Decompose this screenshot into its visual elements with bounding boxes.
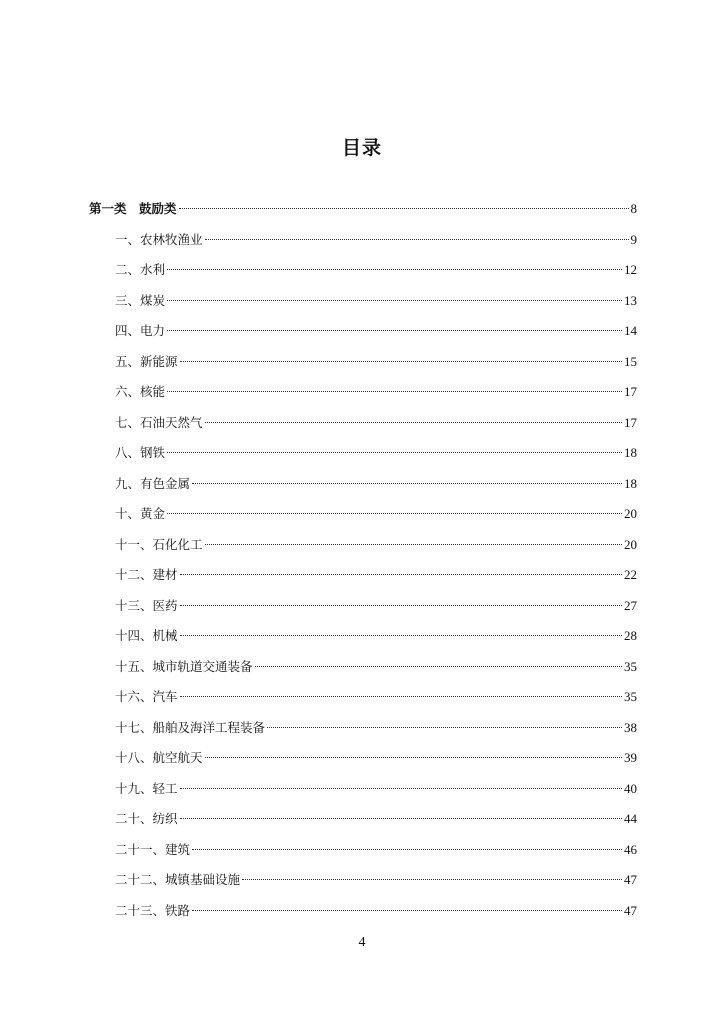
toc-dot-leader [167, 391, 622, 392]
toc-entry[interactable] [115, 413, 637, 433]
toc-entry[interactable] [115, 565, 637, 585]
toc-entry-label: 二十二、城镇基础设施 [115, 872, 241, 887]
toc-dot-leader [180, 605, 622, 606]
toc-entry-label: 五、新能源 [115, 353, 178, 369]
toc-entry[interactable] [115, 718, 637, 738]
toc-entry[interactable] [115, 626, 637, 646]
toc-entry-label: 九、有色金属 [115, 475, 191, 491]
toc-dot-leader [180, 788, 622, 789]
toc-dot-leader [255, 666, 622, 667]
toc-dot-leader [167, 269, 622, 270]
toc-entry-page: 46 [624, 841, 637, 857]
toc-entry-page: 13 [624, 292, 637, 308]
toc-entry-label: 十七、船舶及海洋工程装备 [115, 719, 266, 735]
toc-entry[interactable] [115, 809, 637, 829]
toc-entry-label: 二十一、建筑 [115, 841, 191, 857]
toc-dot-leader [192, 910, 622, 911]
toc-entry[interactable] [115, 382, 637, 402]
toc-entry-label: 第一类 鼓励类 [89, 201, 177, 216]
toc-entry-page: 28 [624, 628, 637, 643]
toc-entry[interactable] [115, 535, 637, 555]
toc-entry-page: 9 [630, 231, 637, 247]
toc-entry-page: 8 [630, 201, 637, 216]
toc-entry-label: 二十、纺织 [115, 811, 178, 826]
toc-dot-leader [205, 544, 622, 545]
toc-entry-page: 47 [624, 872, 637, 887]
toc-entry-page: 35 [624, 658, 637, 674]
toc-entry-page: 18 [624, 475, 637, 491]
toc-entry[interactable] [115, 901, 637, 921]
toc-entry[interactable] [115, 870, 637, 890]
toc-dot-leader [180, 818, 622, 819]
toc-entry-label: 十六、汽车 [115, 689, 178, 704]
toc-dot-leader [167, 513, 622, 514]
toc-dot-leader [267, 727, 622, 728]
toc-entry-label: 七、石油天然气 [115, 414, 203, 430]
toc-dot-leader [179, 208, 629, 209]
toc-dot-leader [180, 361, 622, 362]
toc-entry-section[interactable] [89, 199, 637, 219]
toc-entry-label: 二十三、铁路 [115, 902, 191, 918]
toc-entry-page: 22 [624, 567, 637, 582]
toc-entry-page: 15 [624, 353, 637, 369]
toc-entry-page: 38 [624, 719, 637, 735]
toc-entry-label: 六、核能 [115, 384, 166, 399]
toc-entry-page: 17 [624, 414, 637, 430]
toc-dot-leader [167, 452, 622, 453]
toc-entry-label: 十四、机械 [115, 628, 178, 643]
toc-entry-label: 八、钢铁 [115, 445, 166, 460]
toc-dot-leader [167, 300, 622, 301]
toc-entry[interactable] [115, 230, 637, 250]
toc-entry-label: 十、黄金 [115, 506, 166, 521]
toc-entry[interactable] [115, 321, 637, 341]
toc-entry-page: 44 [624, 811, 637, 826]
toc-entry[interactable] [115, 657, 637, 677]
toc-entry[interactable] [115, 840, 637, 860]
toc-entry[interactable] [115, 779, 637, 799]
page-title: 目录 [341, 137, 382, 159]
toc-entry[interactable] [115, 474, 637, 494]
toc-entry[interactable] [115, 687, 637, 707]
toc-entry[interactable] [115, 352, 637, 372]
toc-dot-leader [205, 422, 622, 423]
toc-dot-leader [180, 635, 622, 636]
toc-dot-leader [192, 849, 622, 850]
toc-entry-label: 一、农林牧渔业 [115, 231, 203, 247]
toc-entry-label: 十五、城市轨道交通装备 [115, 658, 253, 674]
toc-entry-label: 四、电力 [115, 323, 166, 338]
toc-entry[interactable] [115, 443, 637, 463]
toc-entry-label: 二、水利 [115, 262, 166, 277]
toc-entry[interactable] [115, 748, 637, 768]
toc-entry-page: 20 [624, 536, 637, 552]
toc-dot-leader [192, 483, 622, 484]
toc-entry-page: 27 [624, 597, 637, 613]
page-number: 4 [358, 935, 366, 950]
toc-entry-page: 35 [624, 689, 637, 704]
toc-entry-page: 17 [624, 384, 637, 399]
toc-dot-leader [180, 574, 622, 575]
toc-entry-label: 十八、航空航天 [115, 750, 203, 765]
toc-dot-leader [205, 239, 629, 240]
toc-entry-label: 十二、建材 [115, 567, 178, 582]
toc-entry[interactable] [115, 504, 637, 524]
toc-entry-label: 十一、石化化工 [115, 536, 203, 552]
toc-entry[interactable] [115, 260, 637, 280]
toc-dot-leader [180, 696, 622, 697]
toc-entry-label: 十三、医药 [115, 597, 178, 613]
toc-entry[interactable] [115, 596, 637, 616]
toc-entry-page: 12 [624, 262, 637, 277]
toc-entry-page: 20 [624, 506, 637, 521]
toc-entry-page: 47 [624, 902, 637, 918]
toc-entry[interactable] [115, 291, 637, 311]
toc-dot-leader [167, 330, 622, 331]
toc-entry-label: 十九、轻工 [115, 780, 178, 796]
toc-dot-leader [242, 879, 622, 880]
toc-entry-label: 三、煤炭 [115, 292, 166, 308]
toc-entry-page: 39 [624, 750, 637, 765]
toc-entry-page: 18 [624, 445, 637, 460]
toc-entry-page: 14 [624, 323, 637, 338]
toc-entry-page: 40 [624, 780, 637, 796]
toc-dot-leader [205, 757, 622, 758]
